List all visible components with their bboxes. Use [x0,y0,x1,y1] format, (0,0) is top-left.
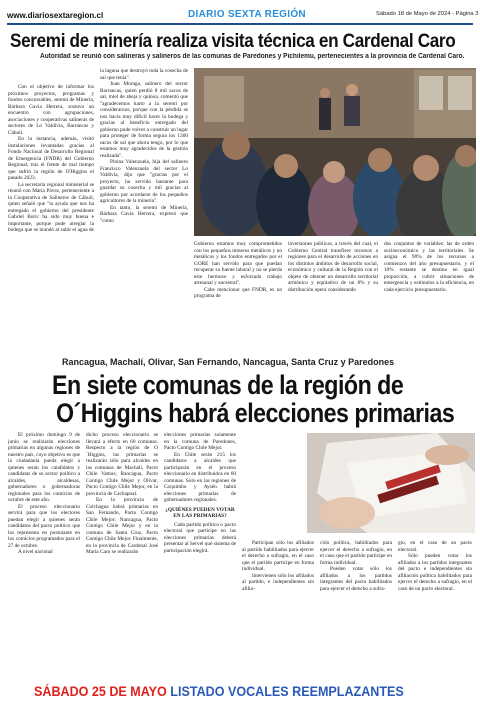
footer-banner [34,684,404,699]
paragraph: En Chile serán 215 los candidatos a alcaldes que participarán en el proceso eleccionario en distribuidos en 60 comunas. Solo en las regiones de Coquimbo y Aysén habrá elecciones primarias de gobernadores regionales. [164,451,236,503]
article2-headline-line1: En siete comunas de la región de [52,370,404,400]
banner-date: SÁBADO 25 DE MAYO [34,684,167,699]
article1-column-5 [384,241,474,353]
article1-column-4 [288,241,378,353]
paragraph: En tanto, la seremi de Minería, Bárbara Gavia Herrera, expresó que "como [100,204,188,224]
article1-column-3 [194,241,282,353]
paragraph: Sólo pueden votar los afiliados a los partidos integrantes del pacto e independientes sin afiliación política habilitados para ejercer el derecho a sufragio, en el caso de un pacto electoral. [398,553,472,592]
article2-kicker: Rancagua, Machalí, Olivar, San Fernando, Nancagua, Santa Cruz y Paredones [62,357,395,367]
paragraph: Con el objetivo de informar los próximos proyectos, programas y fondos concursables, seremi de Minería, Bárbara Gavia Herrera, sostuvo un encuentro con agrupaciones, asociaciones y cooperativas salineras de sectores de Lo Valdivia, Barrancas y Cáhuil. [8,84,94,136]
paragraph: elecciones primarias solamente en la comuna de Paredones, Pacto Contigo Chile Mejor. [164,432,236,451]
site-url[interactable]: www.diariosextaregion.cl [7,11,104,20]
paragraph: Pinina Valenzuela, hija del salinero Francisco Valenzuela del sector Lo Valdivia, dijo que "gracias por el proyecto, ha servido bastante para guardar su cosecha y mil gracias al gobierno por acordarse de los pequeños agricultores de la minería". [100,159,188,204]
paragraph: En la instancia, además, visitó instalaciones levantadas gracias al Fondo Nacional de Desarrollo Regional de Emergencia (FNDR) del Gobierno Regional, tras el frente de mal tiempo que sufrió la región de O'Higgins el pasado 2023. [8,136,94,181]
paragraph: dos conjuntos de variables: las de orden socioeconómico y las territoriales. Se asigna el 90% de los recursos a comienzos del año presupuestario, y el 10% restante se destina en igual proporción, a cubrir situaciones de emergencia y estímulos a la eficiencia, en cada ejercicio presupuestario. [384,241,474,293]
date-and-page: Sábado 18 de Mayo de 2024 - Página 3 [376,11,479,17]
article2-column-3 [164,432,236,676]
article2-column-2 [86,432,158,676]
article2-column-5 [320,540,392,676]
paragraph: ción política, habilitados para ejercer el derecho a sufragio, en el caso que el partido participe en forma individual. [320,540,392,566]
subheading: ¿QUIÉNES PUEDEN VOTAR EN LAS PRIMARIAS? [165,506,235,519]
header-rule [7,23,473,25]
article1-headline: Seremi de minería realiza visita técnica en Cardenal Caro [10,30,456,52]
article2-column-4 [242,540,314,676]
article1-subhead: Autoridad se reunió con salineras y salineros de las comunas de Paredones y Pichilemu, pertenecientes a la provincia de Cardenal Caro. [40,53,465,60]
paragraph: gio, en el caso de un pacto electoral. [398,540,472,553]
paragraph: La secretaria regional ministerial se reunió con María Pávez, perteneciente a la Cooperativa de Salineros de Cáhuil, quien señaló que "la ayuda que nos ha entregado el gobierno del presidente Gabriel Boric ha sido muy buena e importante, porque pude arreglar la bodega que se inundó al subir el agua de [8,181,94,233]
article2-column-6 [398,540,472,676]
article1-column-1 [8,84,94,352]
ballot-photo [307,433,475,533]
paragraph: El proceso eleccionario servirá para que los electores puedan elegir a quienes serán candidatos del pacto político que los representa en postulante en los comicios programados para el 27 de octubre. [8,503,80,549]
meeting-photo [194,68,476,236]
article2-headline-line2: O´Higgins habrá elecciones primarias [56,398,455,428]
paragraph: Juan Moraga, salinero del sector Barrancas, quien perdió 8 mil sacos de sal, miel de abeja y quinoa, comentó que "agradecemos harto a la seremi por considerarnos, porque con la pérdida se nos hacía muy difícil hacer la bodega y gracias al beneficio entregado del gobierno pude volver a construir un lugar para proteger de forma segura los 1300 sacos de sal que ahora tengo, por lo que estamos muy agradecidos de la gestión realizada". [100,81,188,159]
paragraph: dicho proceso eleccionario se llevará a efecto en 60 comunas. Respecto a la región de O´Higgins, las primarias se realizarán sólo para alcaldes en las comunas de Machalí, Pacto Chile Vamos; Rancagua, Pacto Contigo Chile Mejor y Olivar, Pacto Contigo Chile Mejor, en la provincia de Cachapoal. [86,432,158,497]
paragraph: Intervienen sólo los afiliados al partido, e independientes sin afilia- [242,572,314,592]
paragraph: Pueden votar sólo los afiliados a los partidos integrantes del pacto habilitados para ejercer el derecho a sufra- [320,566,392,592]
paragraph: En la provincia de Colchagua habrá primarias en San Fernando, Pacto Contigo Chile Mejor; Nancagua, Pacto Contigo Chile Mejor y en la comuna de Santa Cruz, Pacto Contigo Chile Mejor. Finalmente, en la provincia de Cardenal José María Caro se realizarán [86,497,158,555]
paragraph: El próximo domingo 9 de junio se realizarán elecciones primarias en algunas regiones de nuestro país, cuyo objetivo es que la ciudadanía pueda elegir a quienes serán los candidatos y candidatas de su sector político a alcaldes, alcaldesas, gobernadores o gobernadoras regionales para los comicios de octubre de este año. [8,432,80,503]
paragraph: Cada partido político o pacto electoral que participe en las elecciones primarias deberá presentar al Servel qué sistema de participación elegirá. [164,521,236,554]
newspaper-brand: DIARIO SEXTA REGIÓN [188,9,306,20]
paragraph: la laguna que destruyó toda la cosecha de sal que tenía". [100,68,188,81]
paragraph: Cabe mencionar que FNDR, es un programa de [194,286,282,299]
article1-column-2 [100,68,188,352]
banner-title: LISTADO VOCALES REEMPLAZANTES [170,684,404,699]
paragraph: Participan sólo los afiliados al partido habilitados para ejercer el derecho a sufragio, en el caso que el partido participe en forma individual. [242,540,314,572]
paragraph: A nivel nacional [18,549,53,555]
paragraph: inversiones públicas, a través del cual, el Gobierno Central transfiere recursos a regiones para el desarrollo de acciones en los distintos ámbitos de desarrollo social, económico y cultural de la Región con el objeto de obtener un desarrollo territorial armónico y equitativo de un 8% y su distribución opera considerando [288,241,378,293]
article2-column-1 [8,432,80,676]
paragraph: Gobierno estamos muy comprometidos con los pequeños mineros metálicos y no metálicos y los fondos entregados por el GORE han servido para que puedan recuperar su fuente laboral y no se pierda este hermoso y esforzado trabajo artesanal y ancestral". [194,241,282,286]
